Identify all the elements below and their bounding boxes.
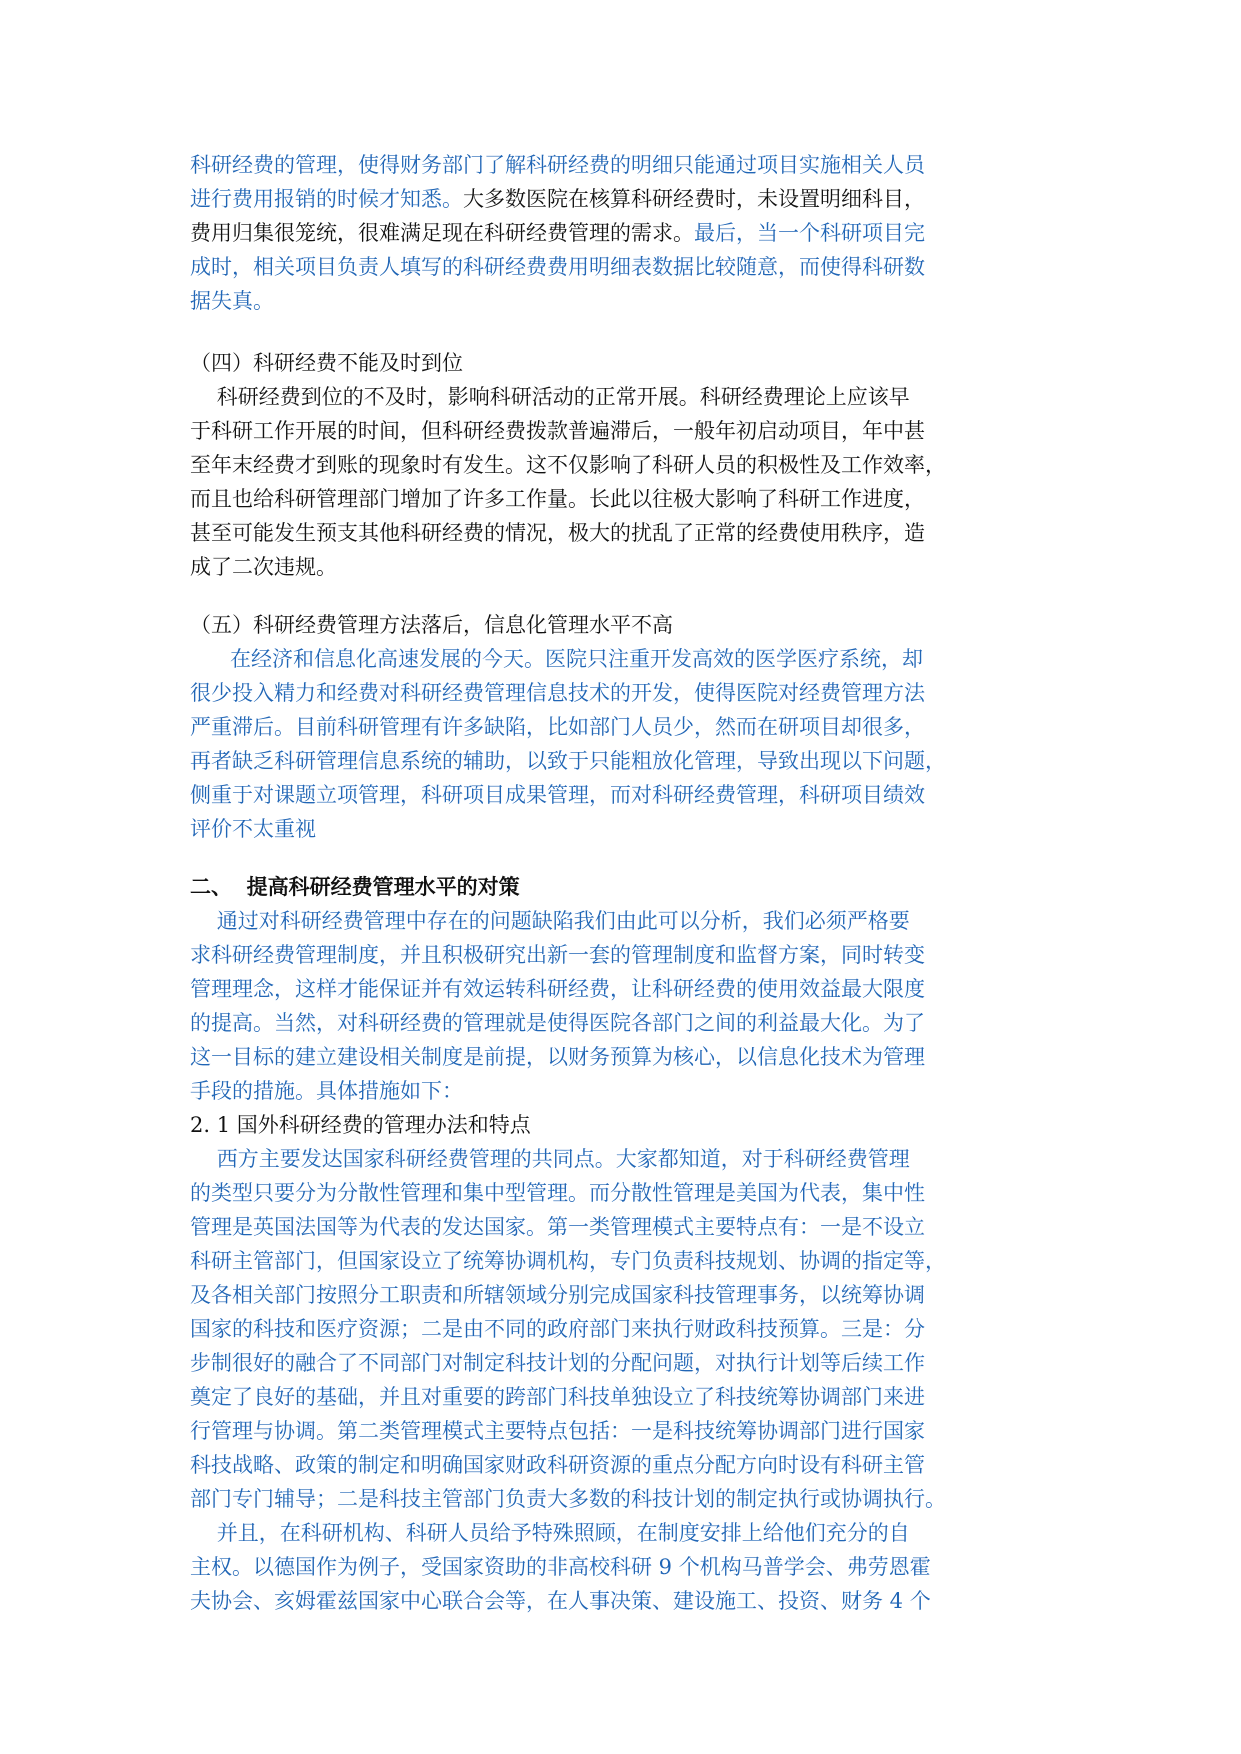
text-segment: 的提高。当然，对科研经费的管理就是使得医院各部门之间的利益最大化。为了 bbox=[190, 1011, 925, 1035]
text-segment: 而且也给科研管理部门增加了许多工作量。长此以往极大影响了科研工作进度， bbox=[190, 487, 925, 511]
text-line bbox=[190, 904, 1050, 938]
text-segment: 通过对科研经费管理中存在的问题缺陷我们由此可以分析，我们必须严格要 bbox=[190, 909, 910, 933]
text-line bbox=[190, 1516, 1050, 1550]
text-line bbox=[190, 1346, 1050, 1380]
text-segment: 至年末经费才到账的现象时有发生。这不仅影响了科研人员的积极性及工作效率， bbox=[190, 453, 946, 477]
text-line bbox=[190, 1006, 1050, 1040]
text-line bbox=[190, 1278, 1050, 1312]
text-line bbox=[190, 812, 1050, 846]
text-segment: （四）科研经费不能及时到位 bbox=[190, 351, 463, 375]
section-four-funding-delay bbox=[190, 346, 1050, 584]
text-segment: 于科研工作开展的时间，但科研经费拨款普遍滞后，一般年初启动项目，年中甚 bbox=[190, 419, 925, 443]
text-segment: 大多数医院在核算科研经费时，未设置明细科目， bbox=[463, 187, 925, 211]
text-segment: 成了二次违规。 bbox=[190, 555, 337, 579]
text-segment: 科研经费到位的不及时，影响科研活动的正常开展。科研经费理论上应该早 bbox=[190, 385, 910, 409]
section-five-information-management bbox=[190, 608, 1050, 846]
text-line bbox=[190, 676, 1050, 710]
text-segment: 科技战略、政策的制定和明确国家财政科研资源的重点分配方向时设有科研主管 bbox=[190, 1453, 925, 1477]
text-line bbox=[190, 182, 1050, 216]
text-segment: 奠定了良好的基础，并且对重要的跨部门科技单独设立了科技统筹协调部门来进 bbox=[190, 1385, 925, 1409]
text-segment: 科研主管部门，但国家设立了统筹协调机构，专门负责科技规划、协调的指定等， bbox=[190, 1249, 946, 1273]
text-line bbox=[190, 346, 1050, 380]
text-line bbox=[190, 1312, 1050, 1346]
text-line bbox=[190, 482, 1050, 516]
text-line bbox=[190, 1108, 1050, 1142]
text-segment: 在经济和信息化高速发展的今天。医院只注重开发高效的医学医疗系统，却 bbox=[190, 647, 924, 671]
text-segment: 部门专门辅导；二是科技主管部门负责大多数的科技计划的制定执行或协调执行。 bbox=[190, 1487, 946, 1511]
text-line bbox=[190, 1380, 1050, 1414]
text-line bbox=[190, 608, 1050, 642]
text-line bbox=[190, 1244, 1050, 1278]
text-segment: 并且，在科研机构、科研人员给予特殊照顾，在制度安排上给他们充分的自 bbox=[190, 1521, 910, 1545]
text-segment: 手段的措施。具体措施如下： bbox=[190, 1079, 463, 1103]
text-segment: 主权。以德国作为例子，受国家资助的非高校科研 9 个机构马普学会、弗劳恩霍 bbox=[190, 1555, 931, 1579]
text-line bbox=[190, 938, 1050, 972]
text-segment: 成时，相关项目负责人填写的科研经费费用明细表数据比较随意，而使得科研数 bbox=[190, 255, 925, 279]
text-segment: 管理是英国法国等为代表的发达国家。第一类管理模式主要特点有：一是不设立 bbox=[190, 1215, 925, 1239]
text-line bbox=[190, 216, 1050, 250]
text-line bbox=[190, 778, 1050, 812]
text-line bbox=[190, 380, 1050, 414]
text-line bbox=[190, 1414, 1050, 1448]
text-line bbox=[190, 250, 1050, 284]
text-line bbox=[190, 148, 1050, 182]
text-segment: 评价不太重视 bbox=[190, 817, 316, 841]
text-line bbox=[190, 1074, 1050, 1108]
text-segment: 侧重于对课题立项管理，科研项目成果管理，而对科研经费管理，科研项目绩效 bbox=[190, 783, 925, 807]
text-segment: 甚至可能发生预支其他科研经费的情况，极大的扰乱了正常的经费使用秩序，造 bbox=[190, 521, 925, 545]
text-segment: 夫协会、亥姆霍兹国家中心联合会等，在人事决策、建设施工、投资、财务 4 个 bbox=[190, 1589, 931, 1613]
section-two-countermeasures bbox=[190, 870, 1050, 1618]
text-segment: 步制很好的融合了不同部门对制定科技计划的分配问题，对执行计划等后续工作 bbox=[190, 1351, 925, 1375]
text-line bbox=[190, 1176, 1050, 1210]
text-line bbox=[190, 414, 1050, 448]
text-segment: 国家的科技和医疗资源；二是由不同的政府部门来执行财政科技预算。三是：分 bbox=[190, 1317, 925, 1341]
text-line bbox=[190, 550, 1050, 584]
text-line bbox=[190, 448, 1050, 482]
text-line bbox=[190, 710, 1050, 744]
paragraph-funding-detail bbox=[190, 148, 1050, 318]
text-line bbox=[190, 870, 1050, 904]
text-line bbox=[190, 1448, 1050, 1482]
text-segment: 及各相关部门按照分工职责和所辖领域分别完成国家科技管理事务，以统筹协调 bbox=[190, 1283, 925, 1307]
text-line bbox=[190, 284, 1050, 318]
text-line bbox=[190, 516, 1050, 550]
text-segment: 据失真。 bbox=[190, 289, 274, 313]
text-line bbox=[190, 1584, 1050, 1618]
text-segment: （五）科研经费管理方法落后，信息化管理水平不高 bbox=[190, 613, 673, 637]
text-segment: 行管理与协调。第二类管理模式主要特点包括：一是科技统筹协调部门进行国家 bbox=[190, 1419, 925, 1443]
text-line bbox=[190, 1482, 1050, 1516]
text-segment: 再者缺乏科研管理信息系统的辅助，以致于只能粗放化管理，导致出现以下问题， bbox=[190, 749, 946, 773]
text-line bbox=[190, 744, 1050, 778]
text-segment: 管理理念，这样才能保证并有效运转科研经费，让科研经费的使用效益最大限度 bbox=[190, 977, 925, 1001]
text-segment: 费用归集很笼统，很难满足现在科研经费管理的需求。 bbox=[190, 221, 694, 245]
text-segment: 的类型只要分为分散性管理和集中型管理。而分散性管理是美国为代表，集中性 bbox=[190, 1181, 925, 1205]
section-heading: 二、 提高科研经费管理水平的对策 bbox=[190, 874, 520, 899]
text-segment: 求科研经费管理制度，并且积极研究出新一套的管理制度和监督方案，同时转变 bbox=[190, 943, 925, 967]
text-segment: 最后，当一个科研项目完 bbox=[694, 221, 925, 245]
text-line bbox=[190, 1142, 1050, 1176]
text-line bbox=[190, 1210, 1050, 1244]
text-segment: 西方主要发达国家科研经费管理的共同点。大家都知道，对于科研经费管理 bbox=[190, 1147, 910, 1171]
text-line bbox=[190, 1550, 1050, 1584]
text-line bbox=[190, 972, 1050, 1006]
text-line bbox=[190, 1040, 1050, 1074]
text-segment: 科研经费的管理，使得财务部门了解科研经费的明细只能通过项目实施相关人员 bbox=[190, 153, 925, 177]
text-line bbox=[190, 642, 1050, 676]
text-segment: 严重滞后。目前科研管理有许多缺陷，比如部门人员少，然而在研项目却很多， bbox=[190, 715, 925, 739]
text-segment: 2. 1 国外科研经费的管理办法和特点 bbox=[190, 1113, 531, 1137]
text-segment: 这一目标的建立建设相关制度是前提，以财务预算为核心，以信息化技术为管理 bbox=[190, 1045, 925, 1069]
text-segment: 进行费用报销的时候才知悉。 bbox=[190, 187, 463, 211]
text-segment: 很少投入精力和经费对科研经费管理信息技术的开发，使得医院对经费管理方法 bbox=[190, 681, 925, 705]
